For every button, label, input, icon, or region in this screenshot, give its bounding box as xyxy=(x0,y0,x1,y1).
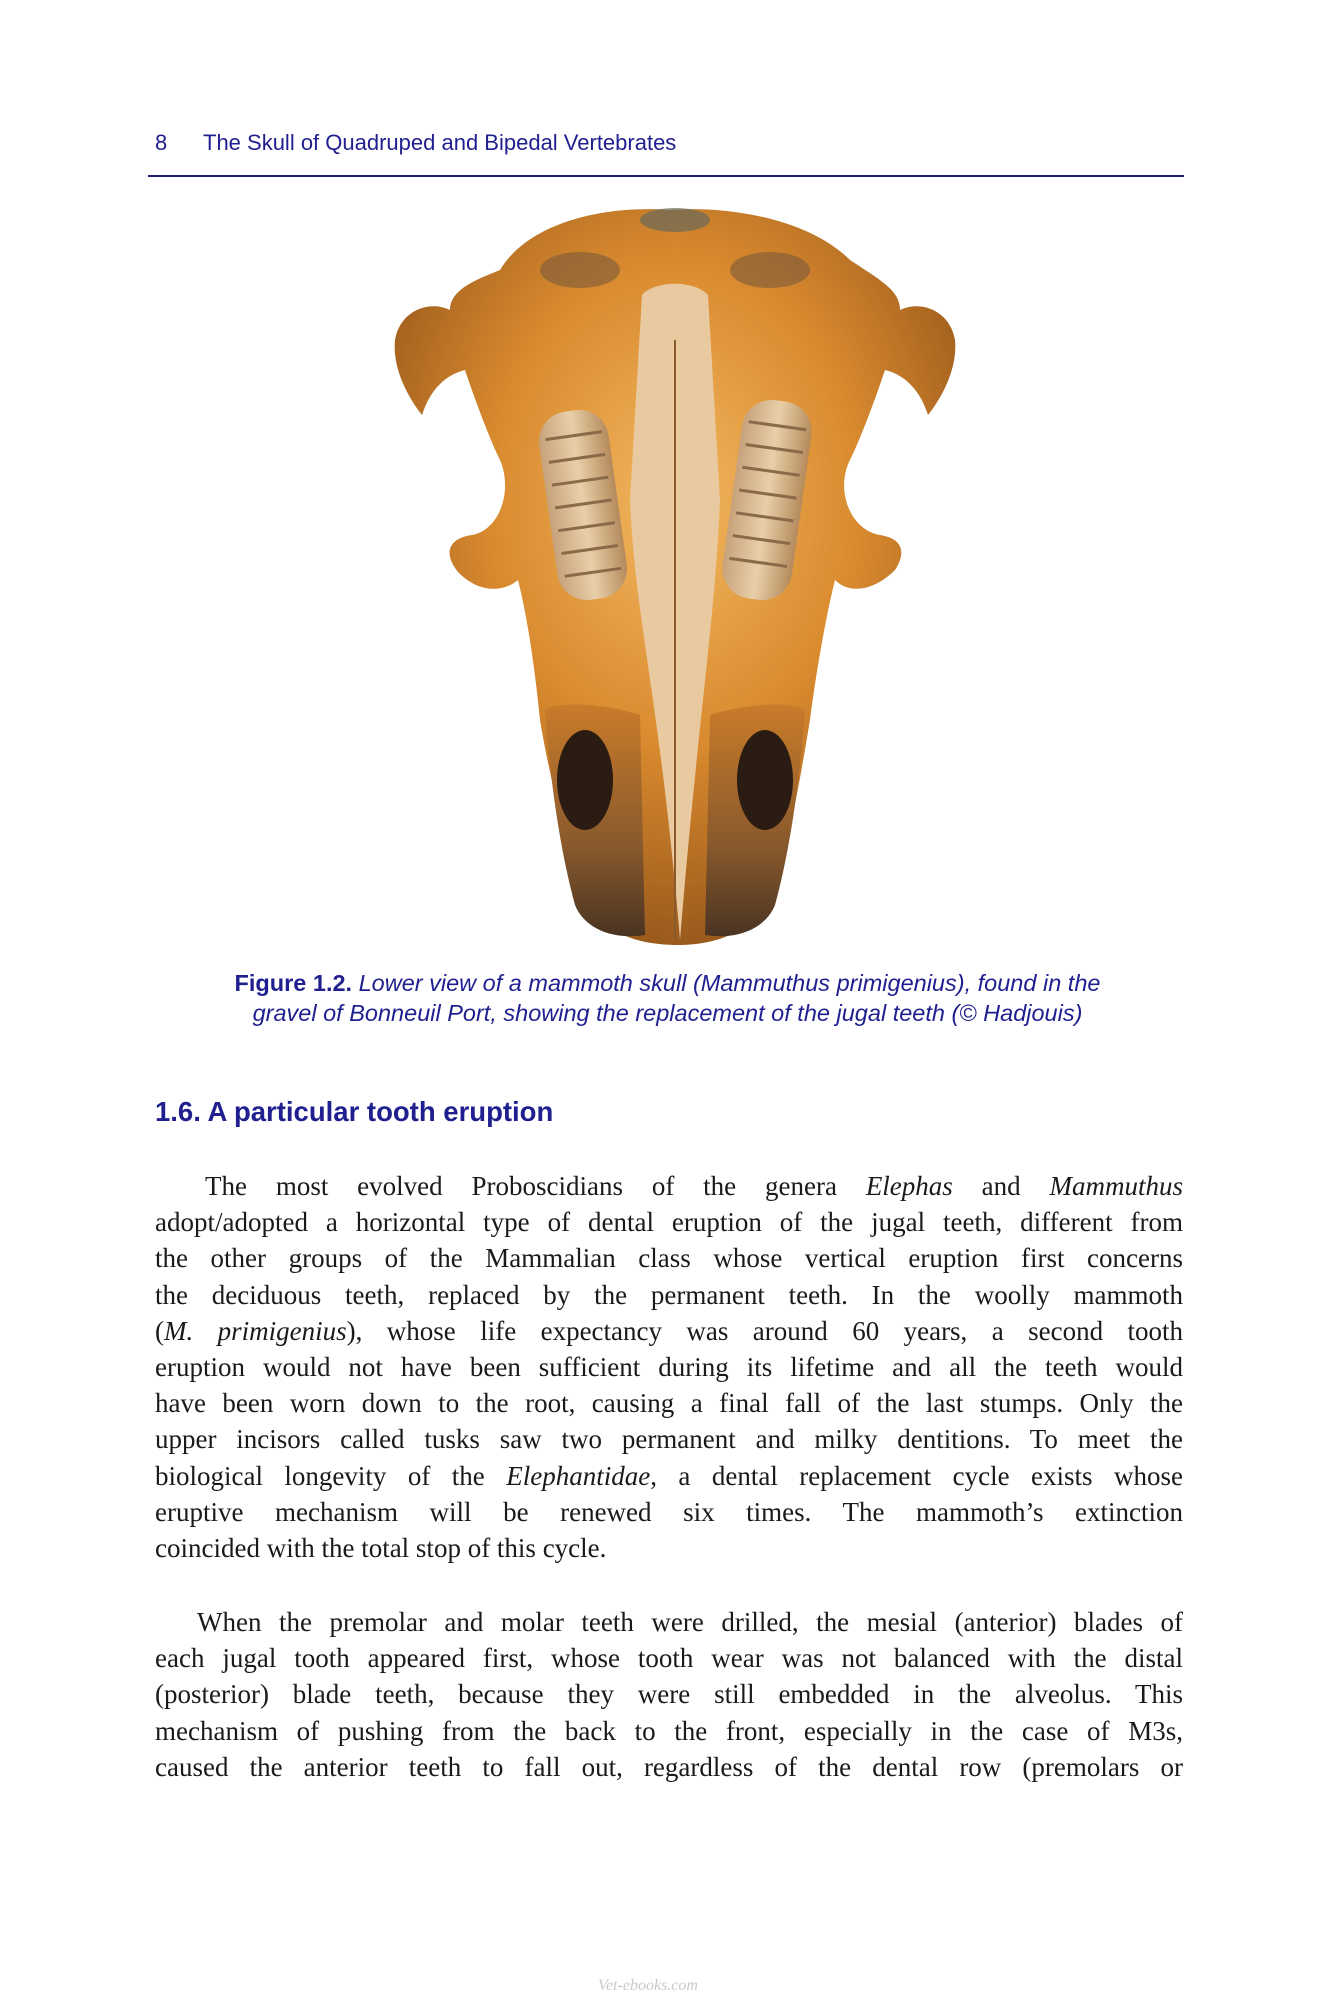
paragraph-line: each jugal tooth appeared first, whose tooth wear was not balanced with the distal xyxy=(155,1643,1183,1674)
book-title: The Skull of Quadruped and Bipedal Vertebrates xyxy=(203,130,677,155)
running-head xyxy=(155,130,676,156)
caption-line-2: gravel of Bonneuil Port, showing the replacement of the jugal teeth (© Hadjouis) xyxy=(252,1000,1083,1026)
paragraph-1 xyxy=(155,1168,1183,1566)
paragraph-line: the deciduous teeth, replaced by the permanent teeth. In the woolly mammoth xyxy=(155,1279,1183,1310)
paragraph-line: The most evolved Proboscidians of the genera Elephas and Mammuthus xyxy=(205,1171,1183,1201)
paragraph-line: caused the anterior teeth to fall out, regardless of the dental row (premolars or xyxy=(155,1751,1183,1782)
figure-label: Figure 1.2. xyxy=(234,970,353,996)
paragraph-line: When the premolar and molar teeth were drilled, the mesial (anterior) blades of xyxy=(197,1607,1183,1637)
paragraph-line: (M. primigenius), whose life expectancy was around 60 years, a second tooth xyxy=(155,1315,1183,1346)
paragraph-line: the other groups of the Mammalian class whose vertical eruption first concerns xyxy=(155,1243,1183,1274)
paragraph-line: (posterior) blade teeth, because they were still embedded in the alveolus. This xyxy=(155,1679,1183,1710)
header-rule xyxy=(148,175,1184,177)
paragraph-line: coincided with the total stop of this cycle. xyxy=(155,1533,607,1564)
paragraph-line: upper incisors called tusks saw two permanent and milky dentitions. To meet the xyxy=(155,1424,1183,1455)
paragraph-line: eruptive mechanism will be renewed six times. The mammoth’s extinction xyxy=(155,1496,1183,1527)
paragraph-line: have been worn down to the root, causing a final fall of the last stumps. Only the xyxy=(155,1388,1183,1419)
paragraph-line: eruption would not have been sufficient during its lifetime and all the teeth would xyxy=(155,1352,1183,1383)
figure-caption xyxy=(150,968,1185,1028)
section-heading: 1.6. A particular tooth eruption xyxy=(155,1096,554,1127)
page-number: 8 xyxy=(155,130,168,155)
paragraph-line: mechanism of pushing from the back to the front, especially in the case of M3s, xyxy=(155,1715,1183,1746)
mammoth-skull-photo xyxy=(380,200,970,950)
paragraph-2 xyxy=(155,1604,1183,1785)
alveolus-left xyxy=(557,730,613,830)
paragraph-line: biological longevity of the Elephantidae, a dental replacement cycle exists whose xyxy=(155,1460,1183,1491)
paragraph-line: adopt/adopted a horizontal type of dental eruption of the jugal teeth, different from xyxy=(155,1207,1183,1238)
alveolus-right xyxy=(737,730,793,830)
watermark: Vet-ebooks.com xyxy=(598,1977,698,1994)
caption-line-1: Lower view of a mammoth skull (Mammuthus primigenius), found in the xyxy=(358,970,1101,996)
